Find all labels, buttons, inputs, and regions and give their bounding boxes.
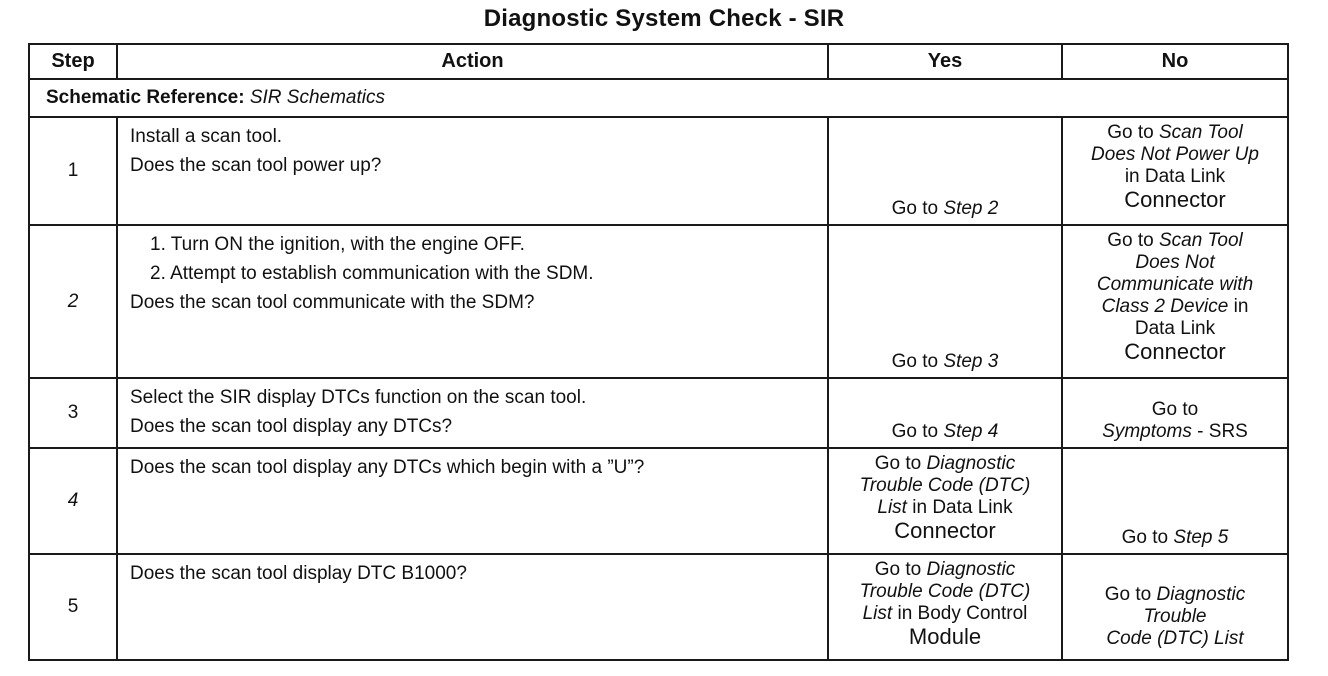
procedure-link[interactable]: Trouble (1143, 606, 1207, 627)
action-question: Does the scan tool display any DTCs which begin with a ”U”? (130, 457, 645, 478)
yes-cell (828, 378, 1062, 448)
yes-goto-line (833, 453, 1057, 475)
location-text: in (1228, 296, 1249, 317)
goto-prefix: Go to (874, 453, 927, 474)
goto-prefix: Go to (1107, 230, 1159, 251)
procedure-link[interactable]: Diagnostic (926, 453, 1016, 474)
step-link[interactable]: Step 2 (943, 198, 999, 219)
step-link[interactable]: Step 4 (943, 421, 999, 442)
location-text: - SRS (1191, 421, 1248, 442)
no-cell (1062, 117, 1288, 225)
list-item: 2. Attempt to establish communication with the SDM. (150, 263, 594, 284)
procedure-link[interactable]: Does Not Power Up (1091, 144, 1259, 165)
step-number: 5 (29, 554, 117, 660)
procedure-link[interactable]: Scan Tool (1158, 230, 1243, 251)
goto-prefix: Go to (1151, 399, 1199, 420)
table-row (29, 448, 1288, 554)
location-text: in Data Link (906, 497, 1013, 518)
location-text: Module (908, 624, 982, 649)
procedure-link[interactable]: Diagnostic (1156, 584, 1246, 605)
schematic-row (29, 79, 1288, 117)
goto-prefix: Go to (891, 351, 944, 372)
step-number: 4 (29, 448, 117, 554)
header-no: No (1062, 44, 1288, 79)
action-line: Install a scan tool. (130, 126, 283, 147)
yes-goto[interactable] (833, 421, 1057, 443)
action-question: Does the scan tool display DTC B1000? (130, 563, 467, 584)
procedure-link[interactable]: Class 2 Device (1101, 296, 1229, 317)
step-link[interactable]: Step 3 (943, 351, 999, 372)
goto-prefix: Go to (874, 559, 927, 580)
page-title: Diagnostic System Check - SIR (483, 5, 845, 32)
action-question: Does the scan tool communicate with the SDM? (130, 292, 535, 313)
no-goto-line (1067, 584, 1283, 606)
no-goto-line (1067, 230, 1283, 252)
location-text: Connector (1124, 187, 1226, 212)
yes-cell (828, 554, 1062, 660)
schematic-link[interactable]: SIR Schematics (249, 87, 385, 108)
table-row (29, 378, 1288, 448)
action-list (130, 230, 817, 288)
schematic-label: Schematic Reference: (46, 87, 245, 108)
step-number: 2 (29, 225, 117, 378)
action-line: Select the SIR display DTCs function on the scan tool. (130, 387, 587, 408)
no-link-line (1067, 296, 1283, 318)
list-item: 1. Turn ON the ignition, with the engine OFF. (150, 234, 525, 255)
schematic-reference (29, 79, 1288, 117)
header-row (29, 44, 1288, 79)
procedure-link[interactable]: Trouble Code (DTC) (859, 581, 1031, 602)
procedure-link[interactable]: Symptoms (1102, 421, 1192, 442)
step-number: 1 (29, 117, 117, 225)
yes-goto[interactable] (833, 351, 1057, 373)
header-action: Action (117, 44, 828, 79)
action-cell (117, 448, 828, 554)
location-text: Data Link (1134, 318, 1216, 339)
location-text: Connector (1124, 339, 1226, 364)
action-cell (117, 554, 828, 660)
procedure-link[interactable]: Trouble Code (DTC) (859, 475, 1031, 496)
yes-link-line (833, 603, 1057, 625)
no-cell (1062, 225, 1288, 378)
procedure-link[interactable]: Scan Tool (1158, 122, 1243, 143)
step-link[interactable]: Step 5 (1173, 527, 1229, 548)
goto-prefix: Go to (1107, 122, 1159, 143)
header-step: Step (29, 44, 117, 79)
step-number: 3 (29, 378, 117, 448)
yes-cell (828, 448, 1062, 554)
table-row (29, 225, 1288, 378)
location-text: Connector (894, 518, 996, 543)
action-cell (117, 378, 828, 448)
procedure-link[interactable]: List (877, 497, 907, 518)
goto-prefix: Go to (1121, 527, 1174, 548)
no-cell (1062, 554, 1288, 660)
action-cell (117, 225, 828, 378)
procedure-link[interactable]: Diagnostic (926, 559, 1016, 580)
yes-link-line (833, 497, 1057, 519)
action-cell (117, 117, 828, 225)
goto-prefix: Go to (891, 198, 944, 219)
goto-prefix: Go to (1104, 584, 1157, 605)
yes-cell (828, 225, 1062, 378)
diagnostic-table (28, 43, 1289, 661)
yes-goto[interactable] (833, 198, 1057, 220)
no-goto[interactable] (1067, 527, 1283, 549)
procedure-link[interactable]: Code (DTC) List (1106, 628, 1244, 649)
no-cell (1062, 378, 1288, 448)
header-yes: Yes (828, 44, 1062, 79)
location-text: in Data Link (1124, 166, 1226, 187)
location-text: in Body Control (892, 603, 1028, 624)
yes-cell (828, 117, 1062, 225)
table-row (29, 117, 1288, 225)
yes-goto-line (833, 559, 1057, 581)
goto-prefix: Go to (891, 421, 944, 442)
procedure-link[interactable]: List (862, 603, 893, 624)
no-cell (1062, 448, 1288, 554)
no-link-line (1067, 421, 1283, 443)
action-question: Does the scan tool power up? (130, 155, 382, 176)
no-goto-line (1067, 122, 1283, 144)
procedure-link[interactable]: Communicate with (1096, 274, 1254, 295)
action-question: Does the scan tool display any DTCs? (130, 416, 453, 437)
procedure-link[interactable]: Does Not (1135, 252, 1215, 273)
table-row (29, 554, 1288, 660)
